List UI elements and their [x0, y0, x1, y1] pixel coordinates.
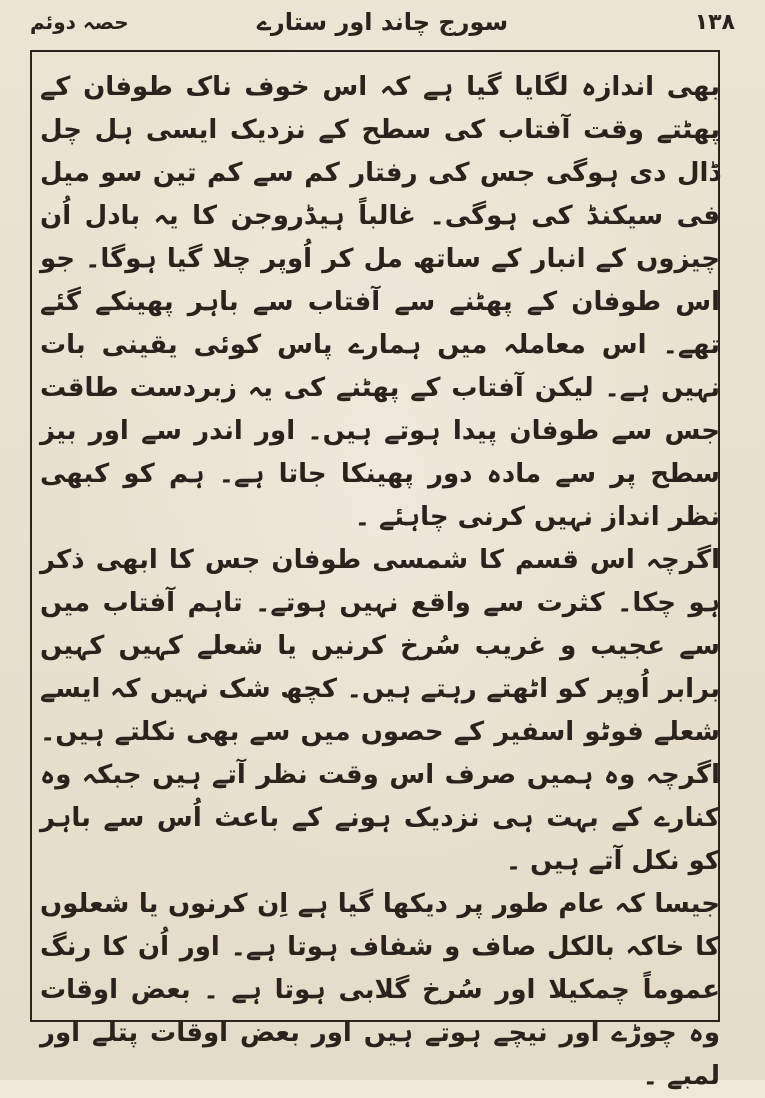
paragraph-3: جیسا کہ عام طور پر دیکھا گیا ہے اِن کرنوں یا شعلوں کا خاکہ بالکل صاف و شفاف ہوتا ہے۔ اور اُن کا رنگ عموماً چمکیلا اور سُرخ گلابی ہوتا ہے ۔ بعض اوقات وہ چوڑے اور نیچے ہوتے ہیں اور بعض اوقات پتلے اور لمبے ۔ [40, 889, 720, 1091]
paragraph-1: بھی اندازہ لگایا گیا ہے کہ اس خوف ناک طوفان کے پھٹتے وقت آفتاب کی سطح کے نزدیک ایسی ہل چل ڈال دی ہوگی جس کی رفتار کم سے کم تین سو میل فی سیکنڈ کی ہوگی۔ غالباً ہیڈروجن کا یہ بادل اُن چیزوں کے انبار کے ساتھ مل کر اُوپر چلا گیا ہوگا۔ جو اس طوفان کے پھٹنے سے آفتاب سے باہر پھینکے گئے تھے۔ اس معاملہ میں ہمارے پاس کوئی یقینی بات نہیں ہے۔ لیکن آفتاب کے پھٹنے کی یہ زبردست طاقت جس سے طوفان پیدا ہوتے ہیں۔ اور اندر سے اور بیز سطح پر سے مادہ دور پھینکا جاتا ہے۔ ہم کو کبھی نظر انداز نہیں کرنی چاہئے ۔ [40, 72, 720, 532]
page-number: ۱۳۸ [694, 10, 735, 35]
part-label: حصہ دوئم [30, 10, 129, 34]
page-body [40, 66, 720, 1098]
page-header [30, 8, 735, 48]
paragraph-2: اگرچہ اس قسم کا شمسی طوفان جس کا ابھی ذکر ہو چکا۔ کثرت سے واقع نہیں ہوتے۔ تاہم آفتاب میں سے عجیب و غریب سُرخ کرنیں یا شعلے کہیں کہیں برابر اُوپر کو اٹھتے رہتے ہیں۔ کچھ شک نہیں کہ ایسے شعلے فوٹو اسفیر کے حصوں میں سے بھی نکلتے ہیں۔ اگرچہ وہ ہمیں صرف اس وقت نظر آتے ہیں جبکہ وہ کنارے کے بہت ہی نزدیک ہونے کے باعث اُس سے باہر کو نکل آتے ہیں ۔ [40, 545, 720, 876]
running-title: سورج چاند اور ستارے [256, 8, 509, 36]
